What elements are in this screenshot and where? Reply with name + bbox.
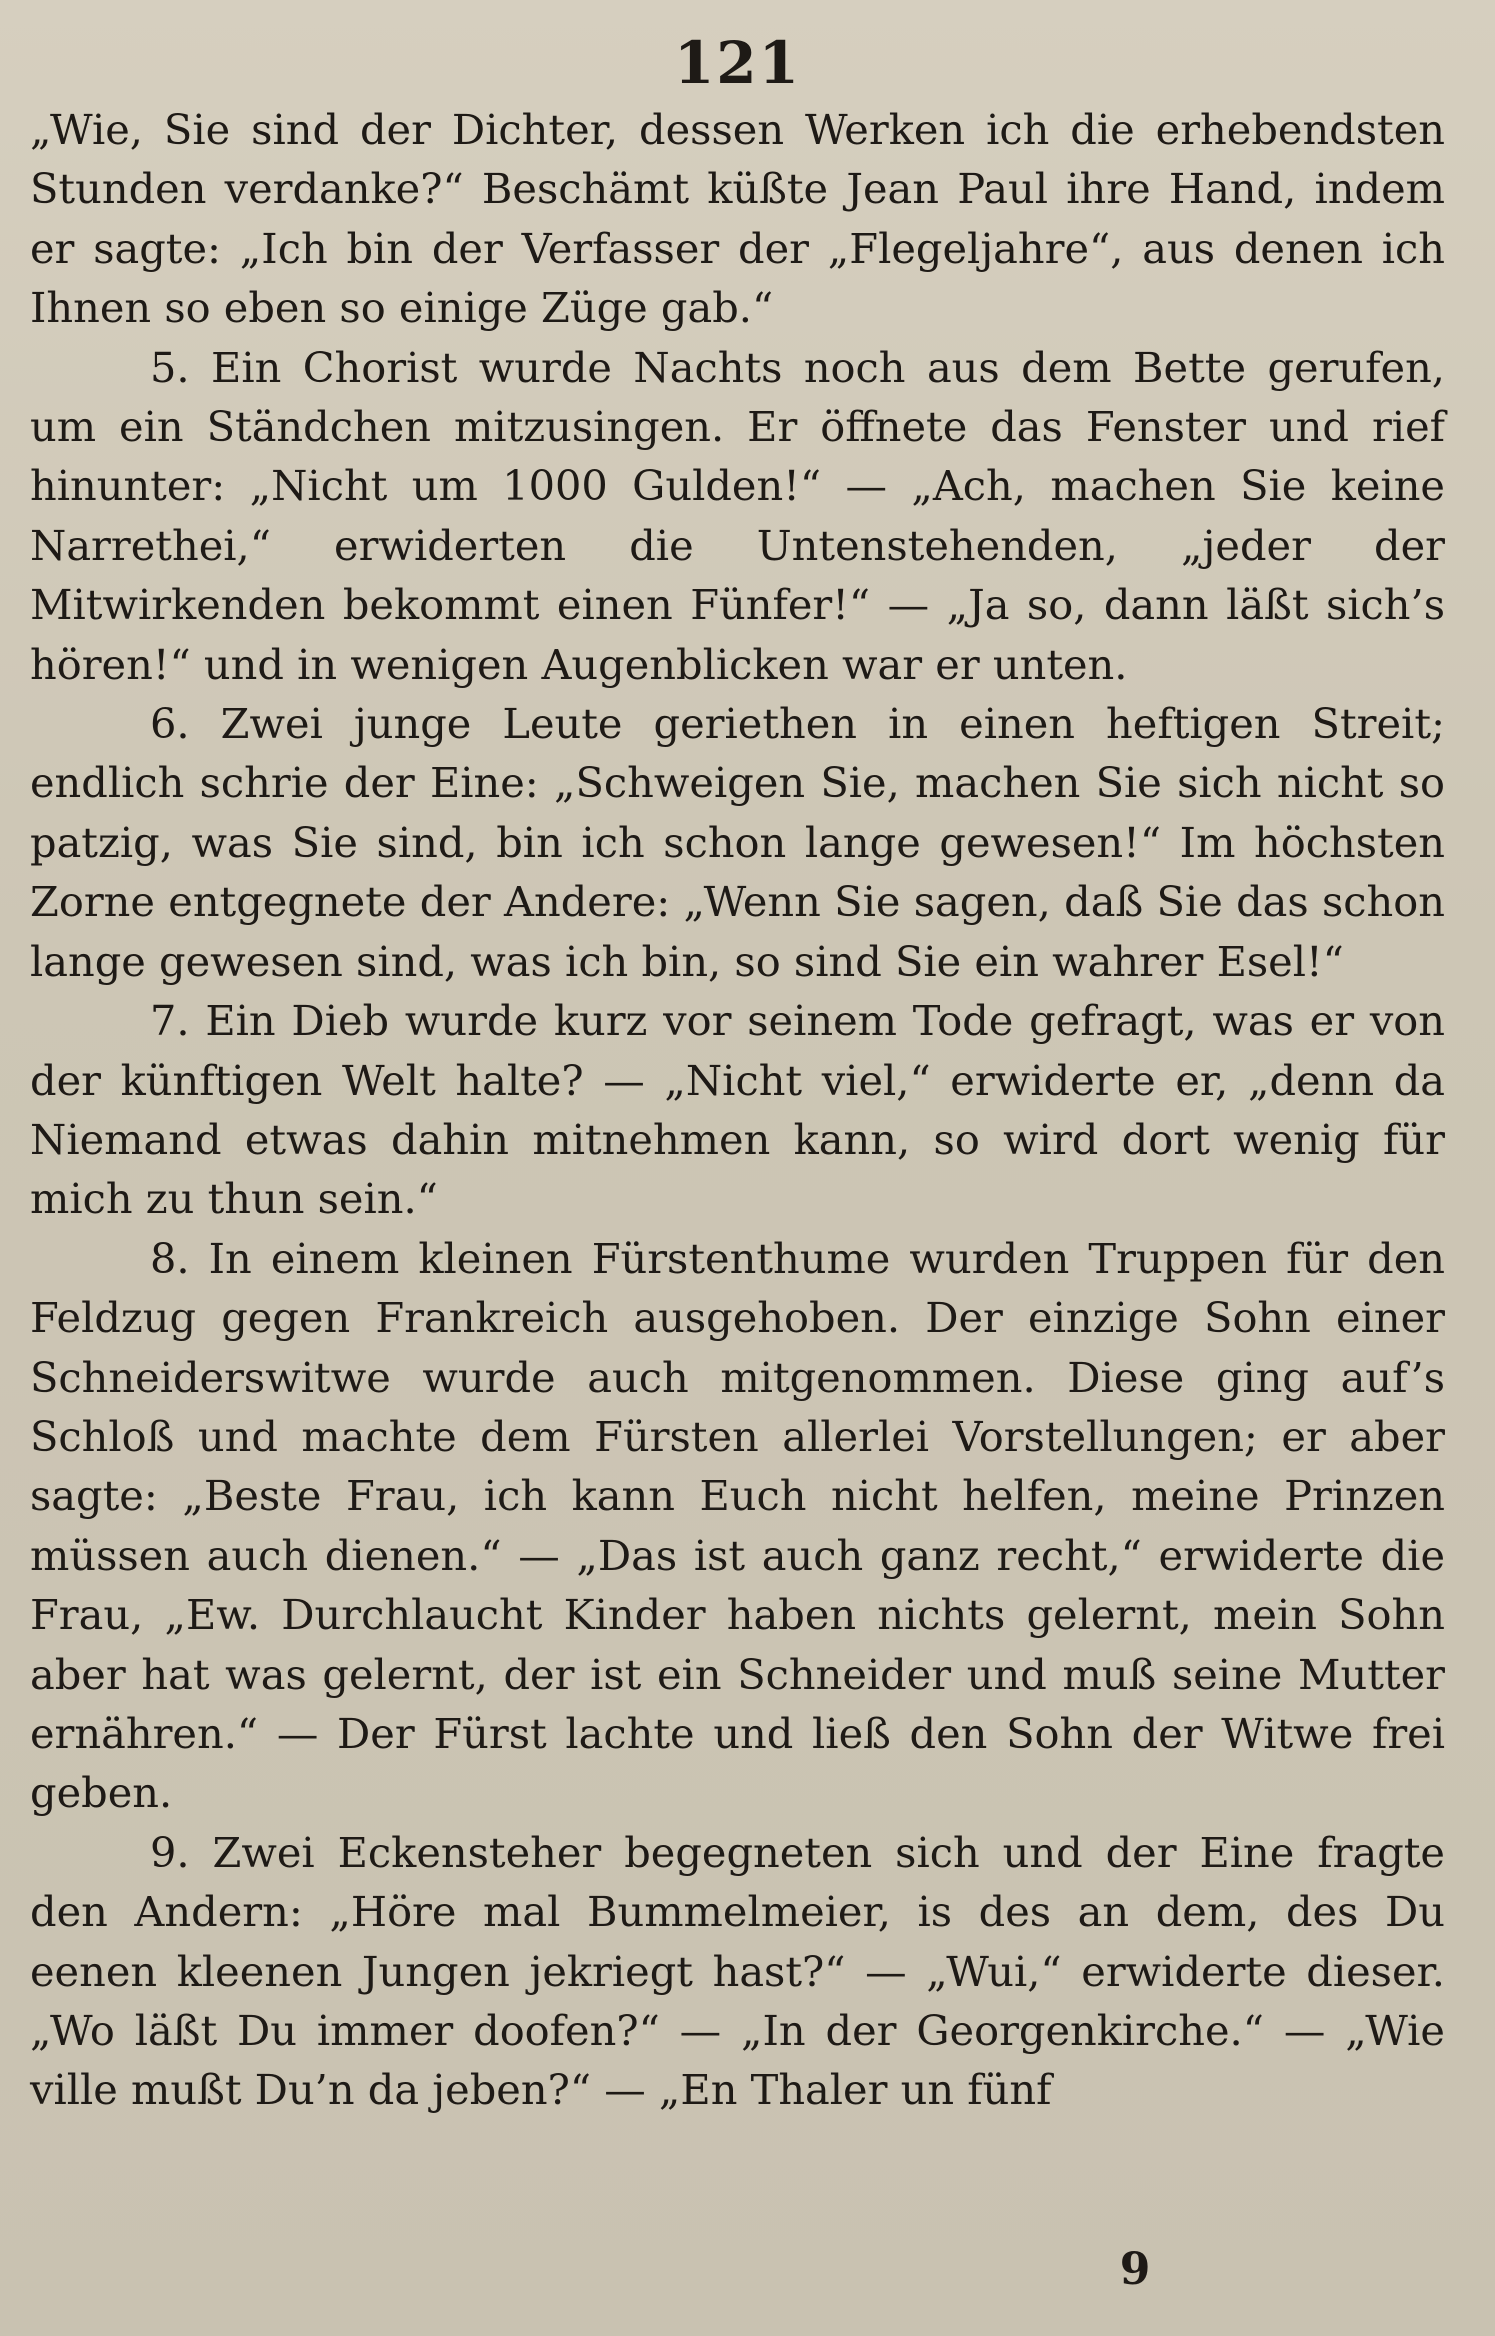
signature-mark: 9 bbox=[1119, 2244, 1151, 2295]
paragraph-anecdote-8: 8. In einem kleinen Fürstenthume wurden Truppen für den Feldzug gegen Frankreich ausgehoben. Der einzige Sohn einer Schneiderswitwe wurde auch mitgenommen. Diese ging auf’s Schloß und machte dem Fürsten allerlei Vorstellungen; er aber sagte: „Beste Frau, ich kann Euch nicht helfen, meine Prinzen müssen auch dienen.“ — „Das ist auch ganz recht,“ erwiderte die Frau, „Ew. Durchlaucht Kinder haben nichts gelernt, mein Sohn aber hat was gelernt, der ist ein Schneider und muß seine Mutter ernähren.“ — Der Fürst lachte und ließ den Sohn der Witwe frei geben. bbox=[30, 1233, 1445, 1818]
paragraph-anecdote-5: 5. Ein Chorist wurde Nachts noch aus dem Bette gerufen, um ein Ständchen mitzusingen. Er öffnete das Fenster und rief hinunter: „Nicht um 1000 Gulden!“ — „Ach, machen Sie keine Narrethei,“ erwiderten die Untenstehenden, „jeder der Mitwirkenden bekommt einen Fünfer!“ — „Ja so, dann läßt sich’s hören!“ und in wenigen Augenblicken war er unten. bbox=[30, 342, 1445, 689]
paragraph-anecdote-9: 9. Zwei Eckensteher begegneten sich und der Eine fragte den Andern: „Höre mal Bummelmeier, is des an dem, des Du eenen kleenen Jungen jekriegt hast?“ — „Wui,“ erwiderte dieser. „Wo läßt Du immer doofen?“ — „In der Georgenkirche.“ — „Wie ville mußt Du’n da jeben?“ — „En Thaler un fünf bbox=[30, 1827, 1445, 2115]
page-body bbox=[30, 100, 1445, 2120]
paragraph-anecdote-6: 6. Zwei junge Leute geriethen in einen heftigen Streit; endlich schrie der Eine: „Schweigen Sie, machen Sie sich nicht so patzig, was Sie sind, bin ich schon lange gewesen!“ Im höchsten Zorne entgegnete der Andere: „Wenn Sie sagen, daß Sie das schon lange gewesen sind, was ich bin, so sind Sie ein wahrer Esel!“ bbox=[30, 699, 1445, 986]
paragraph-continuation: „Wie, Sie sind der Dichter, dessen Werken ich die erhebendsten Stunden verdanke?“ Beschämt küßte Jean Paul ihre Hand, indem er sagte: „Ich bin der Verfasser der „Flegeljahre“, aus denen ich Ihnen so eben so einige Züge gab.“ bbox=[30, 105, 1445, 333]
paragraph-anecdote-7: 7. Ein Dieb wurde kurz vor seinem Tode gefragt, was er von der künftigen Welt halte? — „Nicht viel,“ erwiderte er, „denn da Niemand etwas dahin mitnehmen kann, so wird dort wenig für mich zu thun sein.“ bbox=[30, 996, 1445, 1224]
page-number: 121 bbox=[673, 29, 802, 97]
